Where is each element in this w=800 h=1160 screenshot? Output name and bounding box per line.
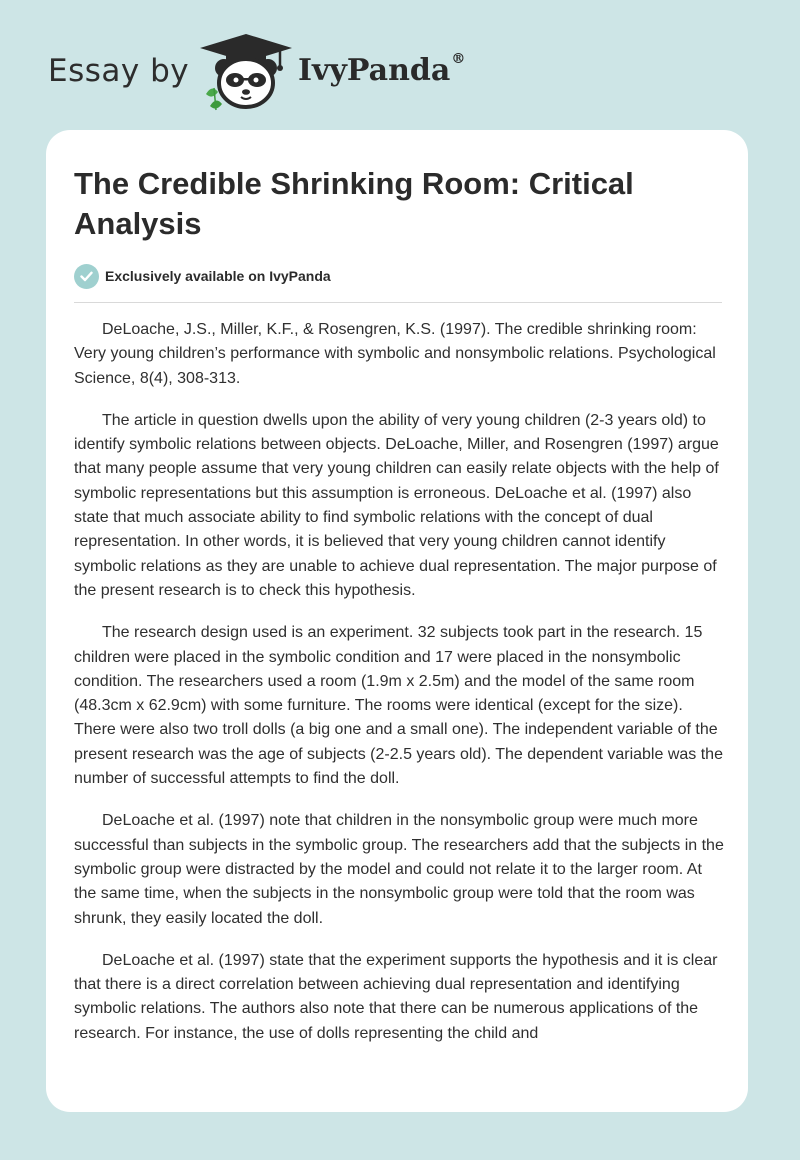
panda-graduate-icon <box>198 28 294 112</box>
essay-body <box>74 318 724 1064</box>
body-paragraph: DeLoache et al. (1997) state that the experiment supports the hypothesis and it is clear that there is a direct correlation between achieving dual representation and identifying symbolic relations. The authors also note that there can be numerous applications of the research. For instance, the use of dolls representing the child and <box>74 951 718 1042</box>
essay-card <box>46 130 748 1112</box>
essay-by-label: Essay by <box>48 53 190 89</box>
body-paragraph: The research design used is an experiment. 32 subjects took part in the research. 15 children were placed in the symbolic condition and 17 were placed in the nonsymbolic condition. The researchers used a room (1.9m x 2.5m) and the model of the same room (48.3cm x 62.9cm) with some furniture. The rooms were identical (except for the size). There were also two troll dolls (a big one and a small one). The independent variable of the present research was the age of subjects (2-2.5 years old). The dependent variable was the number of successful attempts to find the doll. <box>74 624 723 788</box>
exclusive-notice <box>74 263 331 289</box>
exclusive-label: Exclusively available on IvyPanda <box>105 268 331 284</box>
essay-title: The Credible Shrinking Room: Critical Analysis <box>74 166 634 241</box>
check-icon <box>74 264 99 289</box>
body-paragraph: The article in question dwells upon the ability of very young children (2-3 years old) to identify symbolic relations between objects. DeLoache, Miller, and Rosengren (1997) argue that many people assume that very young children can easily relate objects with the help of symbolic representations but this assumption is erroneous. DeLoache et al. (1997) also state that much associate ability to find symbolic relations with the concept of dual representation. In other words, it is believed that very young children cannot identify symbolic relations as they are unable to achieve dual representation. The major purpose of the present research is to check this hypothesis. <box>74 411 719 599</box>
brand-name[interactable]: IvyPanda® <box>298 51 466 88</box>
body-paragraph: DeLoache et al. (1997) note that children in the nonsymbolic group were much more successful than subjects in the symbolic group. The researchers add that the subjects in the symbolic group were distracted by the model and could not relate it to the larger room. At the same time, when the subjects in the nonsymbolic group were told that the room was shrunk, they easily located the doll. <box>74 812 724 927</box>
site-header <box>48 28 752 112</box>
registered-mark: ® <box>451 51 466 67</box>
title-divider <box>74 302 722 303</box>
reference-paragraph: DeLoache, J.S., Miller, K.F., & Rosengren, K.S. (1997). The credible shrinking room: Very young children’s performance with symbolic and nonsymbolic relations. Psychological Science, 8(4), 308-313. <box>74 321 716 387</box>
